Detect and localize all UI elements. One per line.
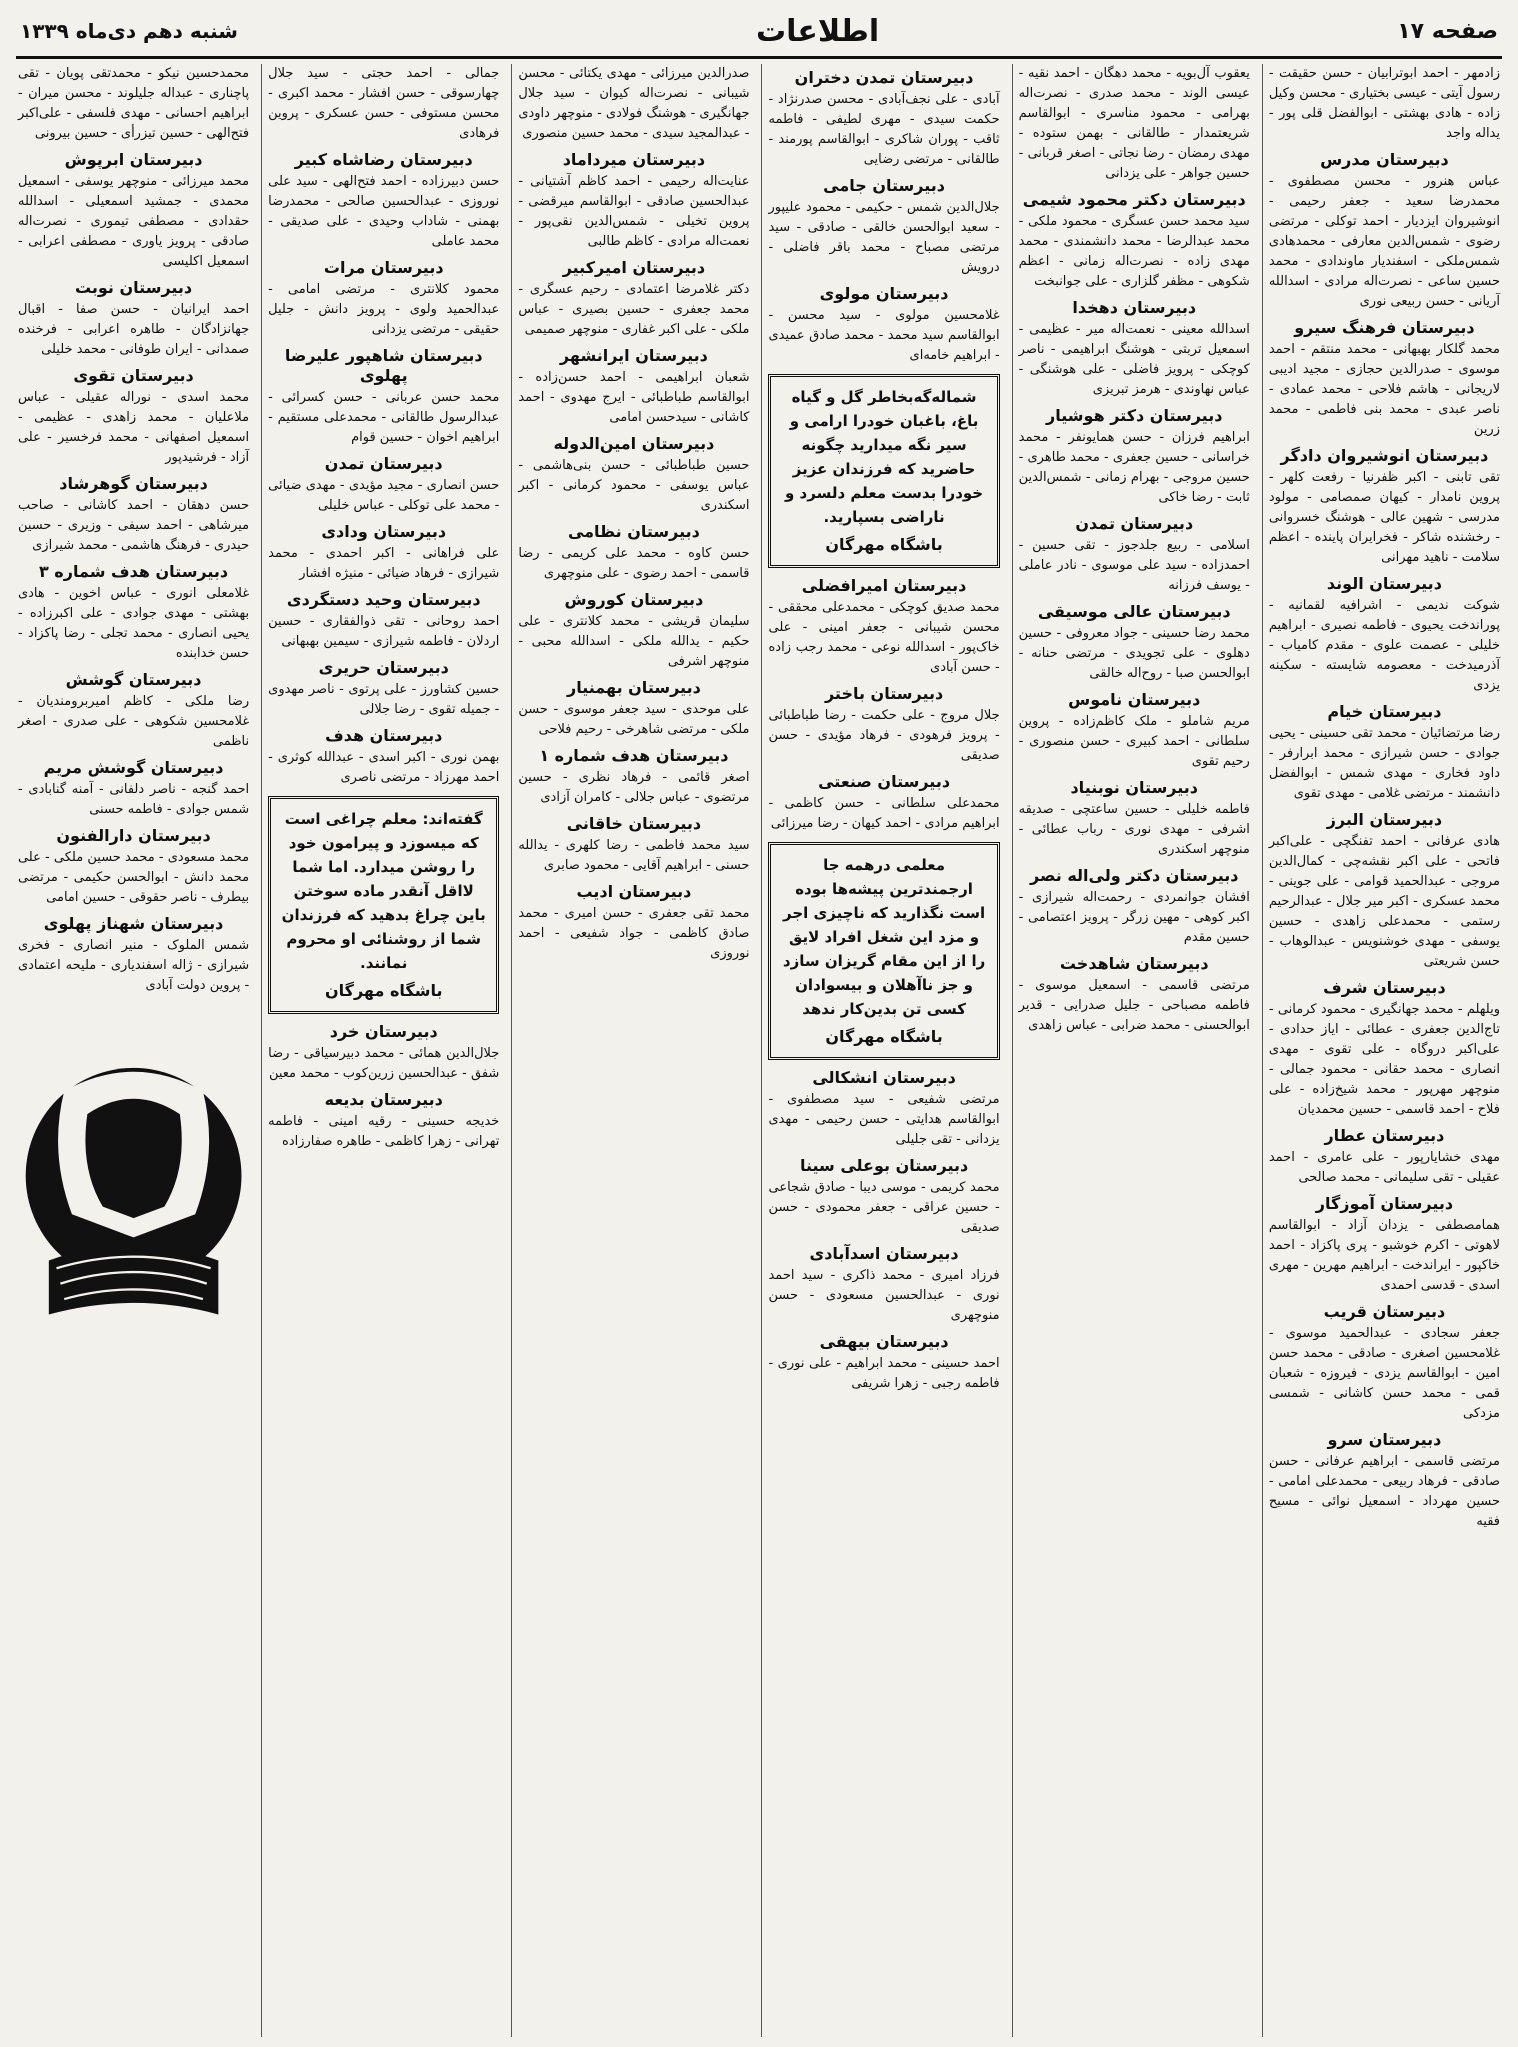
teacher-names: صدرالدین میرزائی - مهدی یکتائی - محسن شیبانی - نصرت‌اله کیوان - سید جلال جهانگیری - هوشنگ فولادی - منوچهر داودی - عبدالمجید سیدی - محمد حسین منصوری [518,66,750,141]
school-section [268,454,499,516]
school-heading: دبیرستان شرف [1323,978,1446,997]
school-section [18,914,249,996]
school-heading: دبیرستان نوبنیاد [1070,778,1198,797]
school-section [1269,1126,1500,1188]
column-2 [1012,64,1256,2037]
school-heading: دبیرستان بدیعه [324,1090,443,1109]
masthead [20,10,1498,52]
teacher-names: احمد حسینی - محمد ابراهیم - علی نوری - فاطمه رجبی - زهرا شریفی [768,1356,1000,1391]
teacher-names: جعفر سجادی - عبدالحمید موسوی - غلامحسین اصغری - صادقی - محمد حسن امین - ابوالقاسم یزدی - فیروزه - شعبان قمی - محمد حسن کاشانی - شمسی مزدکی [1268,1326,1500,1421]
school-section [1019,866,1250,948]
school-heading: دبیرستان هدف شماره ۳ [38,562,229,581]
school-heading: دبیرستان دکتر محمود شیمی [1022,190,1246,209]
teacher-names: تقی تابنی - اکبر ظفرنیا - رفعت کلهر - پروین نامدار - کیهان صمصامی - مولود مدرسی - شهین عالی - هوشنگ خسروانی - رخشنده شاکر - فخرایران پاینده - اعظم سلامت - ناهید مهرانی [1268,470,1500,565]
column-3 [761,64,1005,2037]
school-section [18,64,249,144]
school-heading: دبیرستان تمدن دختران [794,68,974,87]
school-heading: دبیرستان تقوی [73,366,194,385]
school-section [768,772,999,834]
school-section [768,176,999,278]
teacher-names: اسلامی - ربیع جلدجوز - تقی حسین - احمدزاده - سید علی موسوی - نادر عاملی - یوسف فرزانه [1018,538,1250,593]
school-section [1269,446,1500,568]
column-4 [511,64,755,2037]
teacher-names: خدیجه حسینی - رقیه امینی - فاطمه تهرانی - زهرا کاظمی - طاهره صفارزاده [268,1114,500,1149]
teacher-names: افشان جوانمردی - رحمت‌اله شیرازی - اکبر کوهی - مهین زرگر - پرویز اعتصامی - حسین مقدم [1018,890,1250,945]
school-section [268,1022,499,1084]
teacher-names: غلامحسین مولوی - سید محسن - ابوالقاسم سید محمد - محمد صادق عمیدی - ابراهیم خامه‌ای [768,308,1000,363]
teacher-names: محمد اسدی - نوراله عقیلی - عباس ملاعلیان - محمد زاهدی - عظیمی - اسمعیل اصفهانی - محمد فرخسیر - علی آزاد - فرشیدپور [17,390,250,465]
column-1 [1262,64,1506,2037]
school-heading: دبیرستان خرد [329,1022,438,1041]
teacher-names: سید محمد حسن عسگری - محمود ملکی - محمد عبدالرضا - محمد دانشمندی - محمد مهدی زاده - نصرت‌اله زمانی - اعظم شکوهی - مظفر گلزاری - علی جوانبخت [1018,214,1250,289]
school-section [768,1332,999,1394]
school-section [1269,1194,1500,1296]
school-section [518,150,749,252]
teacher-names: عباس هنرور - محسن مصطفوی - محمدرضا سعید - جعفر رحیمی - انوشیروان ایزدیار - احمد توکلی - مرتضی رضوی - شمس‌الدین معارفی - محمدهادی شمس‌ملکی - اسفندیار ماوندادی - محمد حسین ساعی - نصرت‌اله مرادی - اسدالله آریانی - حسن ربیعی نوری [1268,174,1500,309]
school-section [518,678,749,740]
teacher-names: آبادی - علی نجف‌آبادی - محسن صدرنژاد - حکمت سیدی - مهری لطیفی - فاطمه ثاقب - پوران شاکری - ابوالقاسم پورمند - طالقانی - مرتضی رضایی [768,92,1000,167]
school-section [18,278,249,360]
school-section [768,1068,999,1150]
school-section [518,258,749,340]
teacher-names: احمد روحانی - تقی ذوالفقاری - حسین اردلان - فاطمه شیرازی - سیمین بهبهانی [268,614,500,649]
school-section [768,684,999,766]
teacher-names: محمد میرزائی - منوچهر یوسفی - اسمعیل محمدی - جمشید اسمعیلی - اسدالله حقدادی - مصطفی تیموری - نصرت‌اله صادقی - پرویز یاوری - مصطفی اعرابی - اسمعیل اکلیسی [17,174,250,269]
notice-text: شماله‌گه‌بخاطر گل و گیاه باغ، باغبان خودرا ارامی و سیر نگه میدارید چگونه حاضرید که فرزندان عزیز خودرا بدست معلم دلسرد و ناراضی بسپارید. [785,388,984,526]
school-heading: دبیرستان دهخدا [1072,298,1197,317]
school-section [268,258,499,340]
teacher-names: فرزاد امیری - محمد ذاکری - سید احمد نوری - عبدالحسین مسعودی - حسن منوچهری [768,1268,1000,1323]
columns [12,64,1506,2037]
school-section [1019,64,1250,184]
boxed-notice [768,842,999,1060]
school-section [18,826,249,908]
teacher-names: عنایت‌اله رحیمی - احمد کاظم آشتیانی - عبدالحسین صادقی - ابوالقاسم میرقضی - پروین تخیلی - شمس‌الدین نقی‌پور - نعمت‌اله مرادی - کاظم طالبی [518,174,750,249]
school-heading: دبیرستان نظامی [567,522,700,541]
school-section [18,366,249,468]
school-heading: دبیرستان رضاشاه کبیر [294,150,473,169]
masthead-rule [16,56,1502,59]
teacher-names: سید محمد فاطمی - رضا کلهری - یدالله حسنی - ابراهیم آقایی - محمود صابری [518,838,750,873]
teacher-names: سلیمان قریشی - محمد کلانتری - علی حکیم - یدالله ملکی - اسدالله محبی - منوچهر اشرفی [518,614,750,669]
school-heading: دبیرستان نوبت [74,278,193,297]
teacher-names: شوکت ندیمی - اشرافیه لقمانیه - پوراندخت یحیوی - فاطمه نصیری - ابراهیم خلیلی - عصمت علوی - مقدم کامیاب - آذرمیدخت - معصومه شایسته - سکینه یزدی [1268,598,1500,693]
notice-text: معلمی درهمه جا ارجمندترین پیشه‌ها بوده است نگذارید که ناچیزی اجر و مزد این شغل افراد لایق را از این مقام گریزان سازد و جز ناآهلان و بیسوادان کسی تن بدین‌کار ندهد [782,856,986,1018]
school-heading: دبیرستان هدف [325,726,443,745]
school-section [268,64,499,144]
teacher-names: زادمهر - احمد ابوترابیان - حسن حقیقت - رسول آیتی - عیسی بختیاری - محسن وکیل زاده - هادی بهشتی - ابوالفضل قلی پور - یداله واجد [1268,66,1500,141]
teacher-names: محمد مسعودی - محمد حسین ملکی - علی محمد دانش - ابوالحسن حکیمی - مرتضی بیطرف - ناصر حقوقی - حسین امامی [17,850,250,905]
page-number: صفحه ۱۷ [1397,18,1498,44]
notice-text: گفته‌اند: معلم چراغی است که میسوزد و پیرامون خود را روشن میدارد. اما شما لااقل آنقدر ماده سوختن باین چراغ بدهید که فرزندان شما از روشنائی او محروم نمانند. [281,810,486,972]
school-section [1269,150,1500,312]
school-heading: دبیرستان گوشش مریم [43,758,224,777]
school-section [1269,318,1500,440]
teacher-names: شعبان ابراهیمی - احمد حسن‌زاده - ابوالقاسم طباطبائی - ایرج مهدوی - احمد کاشانی - سیدحسن امامی [518,370,750,425]
school-heading: دبیرستان مولوی [819,284,949,303]
school-heading: دبیرستان شاهپور علیرضا پهلوی [284,346,483,385]
school-heading: دبیرستان دکتر ولی‌اله نصر [1030,866,1239,885]
school-heading: دبیرستان تمدن [324,454,443,473]
teacher-names: شمس الملوک - منیر انصاری - فخری شیرازی - ژاله اسفندیاری - ملیحه اعتمادی - پروین دولت آبادی [17,938,250,993]
teacher-names: اسدالله معینی - نعمت‌اله میر - عظیمی - اسمعیل تربتی - هوشنگ ابراهیمی - ناصر کوچکی - پرویز فاضلی - علی هوشنگی - عباس نهاوندی - هرمز تبریزی [1018,322,1250,397]
school-section [518,346,749,428]
school-heading: دبیرستان تمدن [1075,514,1194,533]
school-heading: دبیرستان باختر [824,684,944,703]
teacher-names: مرتضی قاسمی - اسمعیل موسوی - فاطمه مصباحی - جلیل صدرایی - قدیر ابوالحسنی - محمد ضرابی - عباس زاهدی [1018,978,1250,1033]
school-section [1269,574,1500,696]
teacher-names: جلال مروج - علی حکمت - رضا طباطبائی - پرویز فرهودی - فرهاد مؤیدی - حسن صدیقی [768,708,1000,763]
teacher-names: ویلهلم - محمد جهانگیری - محمود کرمانی - تاج‌الدین جعفری - عطائی - ایاز حدادی - علی‌اکبر دروگاه - علی تقوی - مهدی انصاری - محمد حقانی - محمود جمالی - منوچهر مهرپور - محمد شیخ‌زاده - علی فلاح - احمد قاسمی - حسین محمدیان [1268,1002,1500,1117]
school-section [768,68,999,170]
school-heading: دبیرستان انوشیروان دادگر [1280,446,1489,465]
school-section [1269,64,1500,144]
school-heading: دبیرستان انشکالی [812,1068,956,1087]
teacher-names: مهدی خشایارپور - علی عامری - احمد عقیلی - تقی سلیمانی - محمد صالحی [1268,1150,1500,1185]
teacher-names: غلامعلی انوری - عباس اخوین - هادی بهشتی - مهدی جوادی - علی اکبرزاده - یحیی انصاری - محمد تجلی - رضا پاکزاد - حسن خدابنده [17,586,250,661]
school-section [18,474,249,556]
teacher-names: رضا مرتضائیان - محمد تقی حسینی - یحیی جوادی - حسن شیرازی - محمد ابرارفر - داود فخاری - مهدی شمس - ابوالفضل دانشمند - مرتضی غلامی - مهدی تقوی [1268,726,1500,801]
school-section [518,746,749,808]
school-heading: دبیرستان عالی موسیقی [1037,602,1231,621]
school-heading: دبیرستان قریب [1323,1302,1446,1321]
school-section [268,150,499,252]
school-heading: دبیرستان دارالفنون [56,826,211,845]
school-section [1019,954,1250,1036]
school-heading: دبیرستان ابرپوش [64,150,203,169]
school-section [1019,602,1250,684]
teacher-names: محمدحسین نیکو - محمدتقی پویان - تقی پاچناری - عبداله جلیلوند - محسن میران - ابراهیم احسانی - مهدی فلسفی - علی‌اکبر فتح‌الهی - حسین تیزرأی - حسین بیرونی [17,66,250,141]
teacher-names: احمد گنجه - ناصر دلفانی - آمنه گنابادی - شمس جوادی - فاطمه حسنی [17,782,250,817]
school-heading: دبیرستان دکتر هوشیار [1046,406,1223,425]
school-heading: دبیرستان وحید دستگردی [286,590,481,609]
school-heading: دبیرستان هدف شماره ۱ [539,746,729,765]
school-heading: دبیرستان ناموس [1068,690,1201,709]
school-heading: دبیرستان اسدآبادی [809,1244,959,1263]
school-heading: دبیرستان صنعتی [818,772,951,791]
teacher-names: حسن دهقان - احمد کاشانی - صاحب میرشاهی - احمد سیفی - وزیری - حسین حیدری - فرهنگ هاشمی - محمد شیرازی [17,498,250,553]
school-section [268,1090,499,1152]
teacher-names: همامصطفی - یزدان آزاد - ابوالقاسم لاهوتی - اکرم خوشبو - پری پاکزاد - احمد خاکپور - ایراندخت - ابراهیم مهرین - مهری اسدی - قدسی احمدی [1268,1218,1500,1293]
teacher-names: جلال‌الدین شمس - حکیمی - محمود علیپور - سعید ابوالحسن خالقی - صادقی - سید مرتضی مصباح - محمد باقر فاضلی - درویش [768,200,1000,275]
teacher-names: جلال‌الدین همائی - محمد دبیرسیاقی - رضا شفق - عبدالحسین زرین‌کوب - محمد معین [268,1046,500,1081]
school-heading: دبیرستان حریری [318,658,449,677]
school-section [18,150,249,272]
teacher-names: حسن دبیرزاده - احمد فتح‌الهی - سید علی نوروزی - عبدالحسین صالحی - محمدرضا بهمنی - شاداب وحیدی - علی صدیقی - محمد عاملی [268,174,500,249]
teacher-names: محمود کلانتری - مرتضی امامی - عبدالحمید ولوی - پرویز دانش - جلیل حقیقی - مرتضی یزدانی [268,282,500,337]
school-section [518,434,749,516]
school-heading: دبیرستان عطار [1324,1126,1445,1145]
school-heading: دبیرستان گوشش [65,670,202,689]
school-heading: دبیرستان امیرافضلی [801,576,967,595]
school-section [1019,778,1250,860]
school-section [1269,1430,1500,1532]
column-5 [261,64,505,2037]
column-6 [12,64,255,2037]
teacher-names: حسن کاوه - محمد علی کریمی - رضا قاسمی - احمد رضوی - علی منوچهری [518,546,750,581]
teacher-names: مرتضی قاسمی - ابراهیم عرفانی - حسن صادقی - فرهاد ربیعی - محمدعلی امامی - حسین مهرداد - اسمعیل نوائی - مسیح فقیه [1268,1454,1500,1529]
reading-figure-icon [18,1012,249,1432]
school-heading: دبیرستان ودادی [321,522,447,541]
teacher-names: حسن انصاری - مجید مؤیدی - مهدی ضیائی - محمد علی توکلی - عباس خلیلی [268,478,500,513]
school-section [1269,1302,1500,1424]
teacher-names: حسین طباطبائی - حسن بنی‌هاشمی - عباس یوسفی - محمود کرمانی - اکبر اسکندری [518,458,750,513]
reading-figure-logo [18,1002,249,1442]
school-heading: دبیرستان فرهنگ سیرو [1294,318,1475,337]
notice-signature: باشگاه مهرگان [825,1027,943,1046]
school-section [518,814,749,876]
school-section [268,726,499,788]
teacher-names: محمد صدیق کوچکی - محمدعلی محققی - محسن شیبانی - جعفر امینی - علی خاک‌پور - اسدالله نوعی - محمد رجب زاده - حسن آبادی [768,600,1000,675]
teacher-names: محمد رضا حسینی - جواد معروفی - حسین دهلوی - علی تجویدی - مرتضی حنانه - ابوالحسن صبا - روح‌اله خالقی [1018,626,1250,681]
school-heading: دبیرستان مرات [323,258,444,277]
school-section [1019,298,1250,400]
teacher-names: محمد حسن عربانی - حسن کسرائی - عبدالرسول طالقانی - محمدعلی مستقیم - ابراهیم اخوان - حسین قوام [268,390,500,445]
school-section [768,1244,999,1326]
teacher-names: فاطمه خلیلی - حسین ساعتچی - صدیقه اشرفی - مهدی نوری - رباب عطائی - منوچهر اسکندری [1018,802,1250,857]
school-heading: دبیرستان امین‌الدوله [553,434,715,453]
school-section [518,64,749,144]
school-heading: دبیرستان کوروش [564,590,704,609]
teacher-names: علی فراهانی - اکبر احمدی - محمد شیرازی - فرهاد ضیائی - منیژه افشار [268,546,500,581]
teacher-names: مریم شاملو - ملک کاظم‌زاده - پروین سلطانی - احمد کبیری - حسن منصوری - رحیم تقوی [1018,714,1250,769]
teacher-names: حسین کشاورز - علی پرتوی - ناصر مهدوی - جمیله تقوی - رضا جلالی [268,682,500,717]
school-heading: دبیرستان بهمنیار [567,678,701,697]
teacher-names: یعقوب آل‌بویه - محمد دهگان - احمد نقیه - عیسی الوند - محمد صدری - نصرت‌اله بهرامی - محمود مناسری - ابوالقاسم شریعتمدار - طالقانی - بهمن ستوده - مهدی رمضان - رضا نجاتی - اصغر قربانی - حسین جواهر - علی یزدانی [1018,66,1250,181]
school-heading: دبیرستان آموزگار [1315,1194,1454,1213]
school-section [268,658,499,720]
school-section [268,346,499,448]
teacher-names: محمد کریمی - موسی دیبا - صادق شجاعی - حسین عراقی - جعفر محمودی - حسن صدیقی [768,1180,1000,1235]
school-heading: دبیرستان البرز [1326,810,1443,829]
teacher-names: رضا ملکی - کاظم امیربرومندیان - غلامحسین شکوهی - علی صدری - اصغر ناظمی [17,694,250,749]
school-section [768,1156,999,1238]
school-heading: دبیرستان بوعلی سینا [799,1156,969,1175]
school-section [768,576,999,678]
school-section [18,758,249,820]
teacher-names: احمد ایرانیان - حسن صفا - اقبال جهانزادگان - طاهره اعرابی - فرخنده صمدانی - ایران طوفانی - محمد خلیلی [17,302,250,357]
teacher-names: علی موحدی - سید جعفر موسوی - حسن ملکی - مرتضی شاهرخی - رحیم فلاحی [518,702,750,737]
school-section [768,284,999,366]
school-heading: دبیرستان خاقانی [566,814,702,833]
school-heading: دبیرستان میرداماد [562,150,706,169]
school-heading: دبیرستان الوند [1326,574,1442,593]
teacher-names: محمد تقی جعفری - حسن امیری - محمد صادق کاظمی - جواد شفیعی - احمد نوروزی [518,906,750,961]
school-section [1019,406,1250,508]
teacher-names: ابراهیم فرزان - حسن همایونفر - محمد خراسانی - حسین جعفری - محمد طاهری - حسین مروجی - بهرام زمانی - شمس‌الدین ثابت - رضا خاکی [1018,430,1250,505]
notice-signature: باشگاه مهرگان [825,535,943,554]
school-section [1269,810,1500,972]
school-heading: دبیرستان بیهقی [819,1332,949,1351]
school-heading: دبیرستان مدرس [1320,150,1449,169]
notice-signature: باشگاه مهرگان [324,981,443,1000]
school-section [18,670,249,752]
school-section [518,522,749,584]
boxed-notice [268,796,499,1014]
school-section [268,522,499,584]
school-heading: دبیرستان گوهرشاد [59,474,208,493]
teacher-names: محمد گلکار بهبهانی - محمد منتقم - احمد موسوی - صدرالدین حجازی - مجید ادیبی لاریجانی - هاشم فلاحی - محمد عمادی - ناصر عبدی - محمد بنی فاطمی - محمد زرین [1268,342,1500,437]
teacher-names: هادی عرفانی - احمد تفنگچی - علی‌اکبر فاتحی - علی اکبر نقشه‌چی - کمال‌الدین مروجی - عبدالحمید قوامی - علی جوینی - محمد عسکری - اکبر میر جلال - عبدالرحیم رستمی - محمدعلی زاهدی - حسین یوسفی - مهدی خوشنویس - عبدالوهاب - حسن شریعتی [1268,834,1500,969]
teacher-names: بهمن نوری - اکبر اسدی - عبدالله کوثری - احمد مهرزاد - مرتضی ناصری [268,750,500,785]
school-section [1269,702,1500,804]
school-section [268,590,499,652]
school-section [1019,690,1250,772]
school-heading: دبیرستان شهناز پهلوی [43,914,224,933]
teacher-names: جمالی - احمد حجتی - سید جلال چهارسوقی - حسن افشار - محمد اکبری - محسن مستوفی - حسن عسکری - پروین فرهادی [268,66,500,141]
school-section [518,590,749,672]
school-heading: دبیرستان خیام [1327,702,1442,721]
school-heading: دبیرستان شاهدخت [1059,954,1209,973]
newspaper-name: اطلاعات [755,13,880,49]
boxed-notice [768,374,999,568]
school-section [518,882,749,964]
teacher-names: دکتر غلامرضا اعتمادی - رحیم عسگری - محمد جعفری - حسین بصیری - عباس ملکی - علی اکبر غفاری - منوچهر صمیمی [518,282,750,337]
school-section [18,562,249,664]
teacher-names: اصغر قائمی - فرهاد نظری - حسین مرتضوی - عباس جلالی - کامران آزادی [518,770,750,805]
school-section [1019,190,1250,292]
school-section [1269,978,1500,1120]
school-section [1019,514,1250,596]
school-heading: دبیرستان سرو [1327,1430,1442,1449]
school-heading: دبیرستان امیرکبیر [562,258,706,277]
school-heading: دبیرستان ایرانشهر [559,346,708,365]
school-heading: دبیرستان ادیب [576,882,692,901]
issue-date: شنبه دهم دی‌ماه ۱۳۳۹ [20,19,238,43]
teacher-names: مرتضی شفیعی - سید مصطفوی - ابوالقاسم هدایتی - حسن رحیمی - مهدی یزدانی - تقی جلیلی [768,1092,1000,1147]
school-heading: دبیرستان جامی [823,176,945,195]
teacher-names: محمدعلی سلطانی - حسن کاظمی - ابراهیم مرادی - احمد کیهان - رضا میرزائی [768,796,1000,831]
